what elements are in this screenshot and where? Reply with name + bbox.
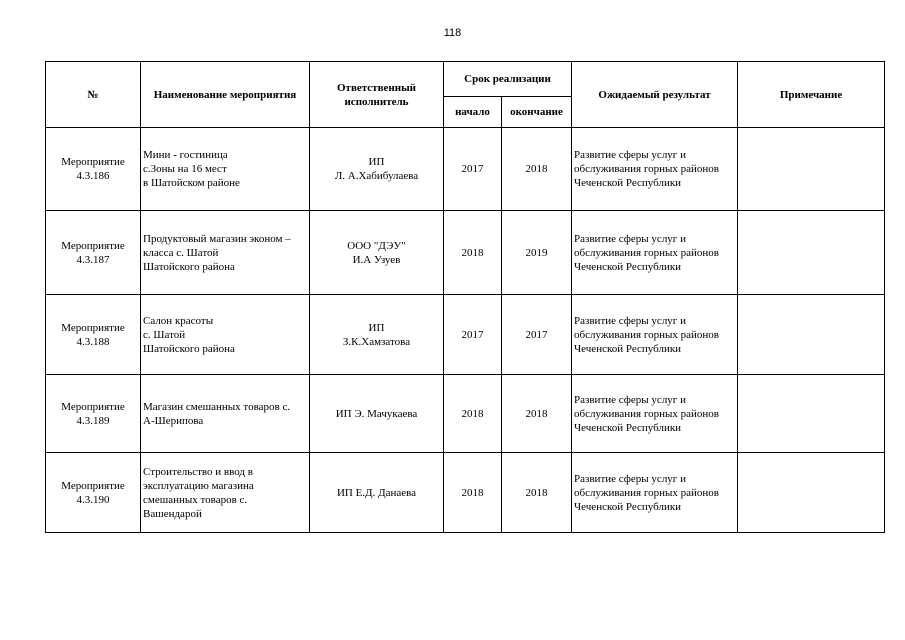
table-row — [46, 128, 885, 211]
end-year: 2019 — [502, 211, 572, 295]
activity-name-line: Магазин смешанных товаров с. — [143, 400, 291, 413]
expected-result — [572, 128, 738, 211]
expected-result — [572, 453, 738, 533]
expected-result-line: Развитие сферы услуг и — [574, 393, 686, 406]
executor — [310, 453, 444, 533]
activities-table — [45, 61, 885, 533]
executor — [310, 375, 444, 453]
expected-result-line: Чеченской Республики — [574, 500, 682, 513]
note — [738, 375, 885, 453]
header-start: начало — [444, 97, 502, 128]
activity-number-line: 4.3.189 — [76, 414, 110, 427]
activity-number — [46, 128, 141, 211]
executor-line: ИП Е.Д. Данаева — [336, 486, 417, 499]
end-year: 2017 — [502, 295, 572, 375]
executor-line: З.К.Хамзатова — [342, 335, 411, 348]
activity-name-line: с. Шатой — [143, 328, 186, 341]
activity-number — [46, 295, 141, 375]
activity-name — [141, 453, 310, 533]
expected-result-line: Развитие сферы услуг и — [574, 232, 686, 245]
activity-name — [141, 295, 310, 375]
table-row — [46, 211, 885, 295]
header-activity-name: Наименование мероприятия — [141, 62, 310, 128]
header-note: Примечание — [738, 62, 885, 128]
expected-result — [572, 211, 738, 295]
executor-line: ООО "ДЭУ" — [347, 239, 406, 252]
activity-name-line: Салон красоты — [143, 314, 214, 327]
activity-name — [141, 128, 310, 211]
header-number: № — [46, 62, 141, 128]
executor-line: ИП — [368, 156, 385, 168]
activity-name-line: смешанных товаров с. — [143, 493, 248, 506]
activity-name-line: с.Зоны на 16 мест — [143, 163, 227, 175]
header-executor: Ответственный исполнитель — [310, 62, 444, 128]
executor — [310, 295, 444, 375]
activity-number-line: Мероприятие — [61, 479, 125, 492]
activity-number — [46, 453, 141, 533]
expected-result-line: обслуживания горных районов — [574, 407, 719, 420]
table-header-row — [46, 62, 885, 97]
note — [738, 211, 885, 295]
activity-name-line: А-Шерипова — [143, 414, 204, 427]
header-expected-result: Ожидаемый результат — [572, 62, 738, 128]
end-year: 2018 — [502, 128, 572, 211]
activity-number-line: 4.3.188 — [76, 335, 110, 348]
start-year: 2018 — [444, 453, 502, 533]
note — [738, 128, 885, 211]
expected-result-line: Развитие сферы услуг и — [574, 314, 686, 327]
expected-result-line: Чеченской Республики — [574, 342, 682, 355]
executor-line: ИП Э. Мачукаева — [335, 407, 418, 420]
expected-result-line: обслуживания горных районов — [574, 328, 719, 341]
activity-number-line: Мероприятие — [61, 156, 125, 168]
expected-result-line: обслуживания горных районов — [574, 486, 719, 499]
expected-result — [572, 295, 738, 375]
activity-name-line: в Шатойском районе — [143, 177, 240, 189]
expected-result-line: Развитие сферы услуг и — [574, 149, 686, 161]
expected-result-line: обслуживания горных районов — [574, 246, 719, 259]
expected-result-line: Развитие сферы услуг и — [574, 472, 686, 485]
expected-result-line: Чеченской Республики — [574, 177, 682, 189]
activity-number-line: 4.3.190 — [76, 493, 110, 506]
activity-name — [141, 375, 310, 453]
activity-name-line: класса с. Шатой — [143, 246, 219, 259]
activity-name-line: Вашендарой — [143, 507, 202, 520]
activity-name-line: Шатойского района — [143, 260, 235, 273]
header-period: Срок реализации — [444, 62, 572, 97]
table-row — [46, 375, 885, 453]
expected-result-line: Чеченской Республики — [574, 260, 682, 273]
activity-name — [141, 211, 310, 295]
activity-name-line: эксплуатацию магазина — [143, 479, 254, 492]
activity-name-line: Мини - гостиница — [143, 149, 228, 161]
note — [738, 295, 885, 375]
end-year: 2018 — [502, 453, 572, 533]
expected-result — [572, 375, 738, 453]
activity-name-line: Продуктовый магазин эконом – — [143, 232, 291, 245]
executor-line: ИП — [368, 321, 385, 334]
executor — [310, 211, 444, 295]
note — [738, 453, 885, 533]
activity-number — [46, 375, 141, 453]
start-year: 2017 — [444, 295, 502, 375]
activity-number-line: Мероприятие — [61, 400, 125, 413]
executor — [310, 128, 444, 211]
header-end: окончание — [502, 97, 572, 128]
start-year: 2018 — [444, 375, 502, 453]
executor-line: Л. А.Хабибулаева — [334, 170, 419, 182]
expected-result-line: Чеченской Республики — [574, 421, 682, 434]
start-year: 2017 — [444, 128, 502, 211]
start-year: 2018 — [444, 211, 502, 295]
activity-number — [46, 211, 141, 295]
activity-name-line: Шатойского района — [143, 342, 235, 355]
table-row — [46, 453, 885, 533]
activity-name-line: Строительство и ввод в — [143, 465, 253, 478]
table-row — [46, 295, 885, 375]
activity-number-line: 4.3.187 — [76, 253, 110, 266]
end-year: 2018 — [502, 375, 572, 453]
activity-number-line: Мероприятие — [61, 239, 125, 252]
expected-result-line: обслуживания горных районов — [574, 163, 719, 175]
activity-number-line: Мероприятие — [61, 321, 125, 334]
activity-number-line: 4.3.186 — [76, 170, 110, 182]
executor-line: И.А Узуев — [352, 253, 401, 266]
page-number: 118 — [443, 27, 462, 39]
